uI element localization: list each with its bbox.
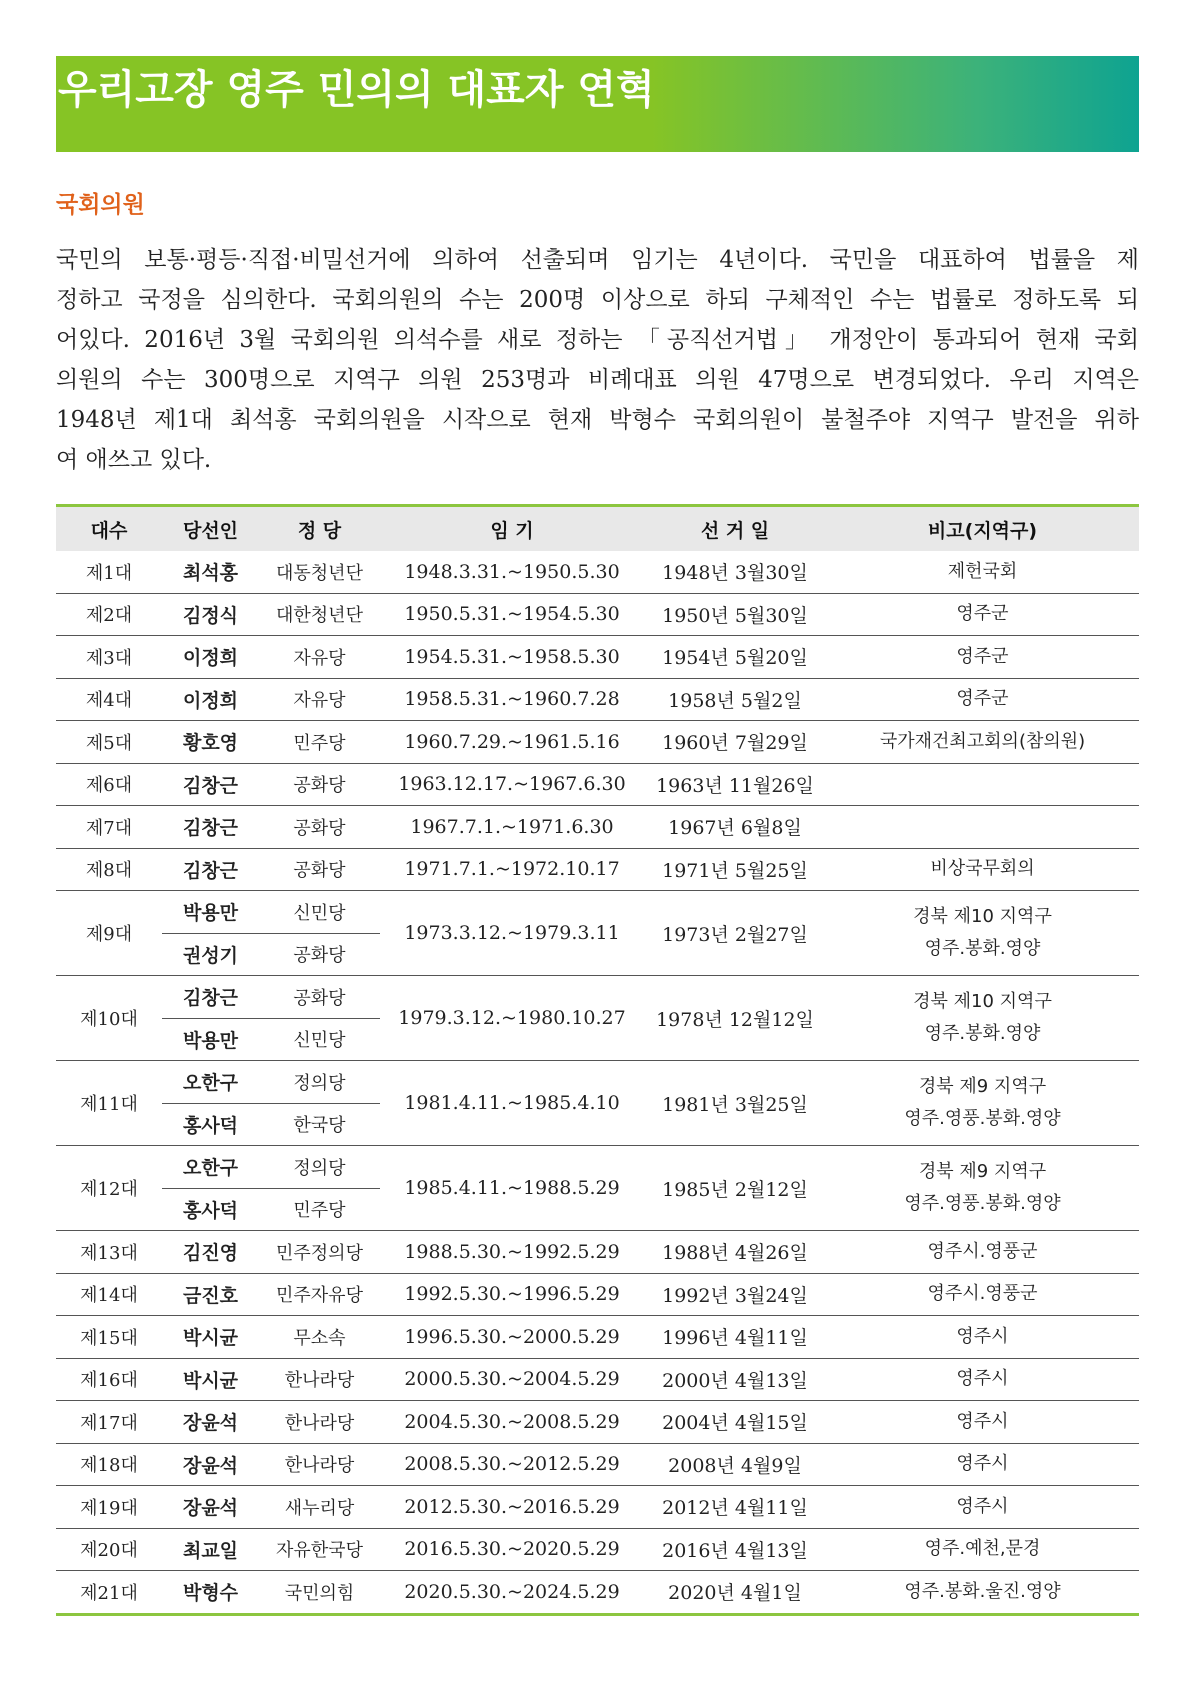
- period-cell: 1973.3.12.~1979.3.11: [380, 891, 644, 976]
- header-note: 비고(지역구): [826, 506, 1139, 552]
- title-banner: [56, 56, 1139, 152]
- period-cell: 2012.5.30.~2016.5.29: [380, 1486, 644, 1529]
- note-cell: [826, 1358, 1139, 1401]
- term-cell: 제19대: [56, 1486, 162, 1529]
- note-line: 비상국무회의: [930, 858, 1035, 880]
- note-line: 영주.봉화.영양: [924, 1023, 1041, 1044]
- table-header-row: [56, 506, 1139, 552]
- winner-cell: 오한구: [162, 1146, 259, 1189]
- note-cell: [826, 848, 1139, 891]
- note-line: 영주시.영풍군: [927, 1283, 1038, 1305]
- term-cell: 제16대: [56, 1358, 162, 1401]
- winner-cell: 최석홍: [162, 551, 259, 593]
- term-cell: 제21대: [56, 1571, 162, 1615]
- party-cell: 민주당: [259, 721, 380, 764]
- period-cell: 1996.5.30.~2000.5.29: [380, 1316, 644, 1359]
- header-period: 임 기: [380, 506, 644, 552]
- winner-cell: 최교일: [162, 1528, 259, 1571]
- term-cell: 제9대: [56, 891, 162, 976]
- election-date-cell: 1967년 6월8일: [644, 806, 826, 849]
- note-cell: [826, 551, 1139, 593]
- winner-cell: 김창근: [162, 763, 259, 806]
- table-body: [56, 551, 1139, 1614]
- note-line: 경북 제10 지역구: [913, 906, 1052, 927]
- table-row: [56, 1486, 1139, 1529]
- note-line: 영주시: [956, 1410, 1009, 1432]
- party-cell: 정의당: [259, 1146, 380, 1189]
- table-row: [56, 1231, 1139, 1274]
- table-row: [56, 721, 1139, 764]
- table-row: [56, 1061, 1139, 1104]
- party-cell: 자유한국당: [259, 1528, 380, 1571]
- table-row: [56, 636, 1139, 679]
- winner-cell: 김정식: [162, 593, 259, 636]
- election-date-cell: 1973년 2월27일: [644, 891, 826, 976]
- intro-line: 1948년 제1대 최석홍 국회의원을 시작으로 현재 박형수 국회의원이 불철주야 지역구 발전을 위하: [56, 407, 1139, 433]
- note-line: 영주.예천,문경: [924, 1538, 1041, 1560]
- period-cell: 2016.5.30.~2020.5.29: [380, 1528, 644, 1571]
- period-cell: 1971.7.1.~1972.10.17: [380, 848, 644, 891]
- party-cell: 공화당: [259, 806, 380, 849]
- period-cell: 1985.4.11.~1988.5.29: [380, 1146, 644, 1231]
- term-cell: 제15대: [56, 1316, 162, 1359]
- header-party: 정 당: [259, 506, 380, 552]
- party-cell: 정의당: [259, 1061, 380, 1104]
- winner-cell: 김진영: [162, 1231, 259, 1274]
- winner-cell: 김창근: [162, 976, 259, 1019]
- note-line: 경북 제10 지역구: [913, 991, 1052, 1012]
- election-date-cell: 1996년 4월11일: [644, 1316, 826, 1359]
- term-cell: 제14대: [56, 1273, 162, 1316]
- representatives-table: [56, 504, 1139, 1616]
- election-date-cell: 1985년 2월12일: [644, 1146, 826, 1231]
- party-cell: 한나라당: [259, 1443, 380, 1486]
- note-line: 영주.영풍.봉화.영양: [904, 1193, 1061, 1214]
- table-row: [56, 891, 1139, 934]
- note-cell: [826, 976, 1139, 1061]
- party-cell: 대한청년단: [259, 593, 380, 636]
- note-cell: [826, 636, 1139, 679]
- period-cell: 2008.5.30.~2012.5.29: [380, 1443, 644, 1486]
- header-term: 대수: [56, 506, 162, 552]
- note-line: 국가재건최고회의(참의원): [879, 730, 1086, 752]
- term-cell: 제6대: [56, 763, 162, 806]
- party-cell: 신민당: [259, 1018, 380, 1061]
- note-cell: [826, 1061, 1139, 1146]
- election-date-cell: 2004년 4월15일: [644, 1401, 826, 1444]
- election-date-cell: 2008년 4월9일: [644, 1443, 826, 1486]
- winner-cell: 박용만: [162, 1018, 259, 1061]
- note-line: 영주군: [956, 688, 1009, 710]
- note-line: 제헌국회: [947, 560, 1018, 582]
- period-cell: 1948.3.31.~1950.5.30: [380, 551, 644, 593]
- term-cell: 제11대: [56, 1061, 162, 1146]
- period-cell: 1963.12.17.~1967.6.30: [380, 763, 644, 806]
- period-cell: 1967.7.1.~1971.6.30: [380, 806, 644, 849]
- note-cell: [826, 1401, 1139, 1444]
- election-date-cell: 2020년 4월1일: [644, 1571, 826, 1615]
- note-cell: [826, 593, 1139, 636]
- party-cell: 한나라당: [259, 1401, 380, 1444]
- note-cell: [826, 678, 1139, 721]
- winner-cell: 장윤석: [162, 1443, 259, 1486]
- term-cell: 제8대: [56, 848, 162, 891]
- party-cell: 공화당: [259, 848, 380, 891]
- table-row: [56, 551, 1139, 593]
- table-row: [56, 1401, 1139, 1444]
- party-cell: 자유당: [259, 678, 380, 721]
- period-cell: 2020.5.30.~2024.5.29: [380, 1571, 644, 1615]
- header-winner: 당선인: [162, 506, 259, 552]
- note-line: 영주군: [956, 603, 1009, 625]
- note-line: 영주.영풍.봉화.영양: [904, 1108, 1061, 1129]
- note-cell: [826, 1528, 1139, 1571]
- table-row: [56, 1443, 1139, 1486]
- winner-cell: 이정희: [162, 636, 259, 679]
- intro-line: 어있다. 2016년 3월 국회의원 의석수를 새로 정하는 「공직선거법」 개정안이 통과되어 현재 국회: [56, 327, 1139, 353]
- winner-cell: 박시균: [162, 1316, 259, 1359]
- party-cell: 공화당: [259, 933, 380, 976]
- party-cell: 무소속: [259, 1316, 380, 1359]
- intro-line: 정하고 국정을 심의한다. 국회의원의 수는 200명 이상으로 하되 구체적인 수는 법률로 정하도록 되: [56, 287, 1139, 313]
- party-cell: 공화당: [259, 976, 380, 1019]
- table-row: [56, 976, 1139, 1019]
- note-line: 경북 제9 지역구: [918, 1076, 1047, 1097]
- winner-cell: 박형수: [162, 1571, 259, 1615]
- intro-paragraph: [56, 240, 1139, 480]
- election-date-cell: 1950년 5월30일: [644, 593, 826, 636]
- note-line: 영주군: [956, 645, 1009, 667]
- winner-cell: 장윤석: [162, 1401, 259, 1444]
- period-cell: 1950.5.31.~1954.5.30: [380, 593, 644, 636]
- party-cell: 신민당: [259, 891, 380, 934]
- term-cell: 제13대: [56, 1231, 162, 1274]
- winner-cell: 장윤석: [162, 1486, 259, 1529]
- winner-cell: 홍사덕: [162, 1103, 259, 1146]
- note-cell: [826, 1273, 1139, 1316]
- note-cell: [826, 763, 1139, 806]
- note-cell: [826, 806, 1139, 849]
- period-cell: 1954.5.31.~1958.5.30: [380, 636, 644, 679]
- period-cell: 1988.5.30.~1992.5.29: [380, 1231, 644, 1274]
- election-date-cell: 1963년 11월26일: [644, 763, 826, 806]
- note-cell: [826, 1486, 1139, 1529]
- note-cell: [826, 1443, 1139, 1486]
- election-date-cell: 2000년 4월13일: [644, 1358, 826, 1401]
- intro-line: 여 애쓰고 있다.: [56, 447, 212, 473]
- winner-cell: 황호영: [162, 721, 259, 764]
- note-cell: [826, 1316, 1139, 1359]
- election-date-cell: 1992년 3월24일: [644, 1273, 826, 1316]
- term-cell: 제5대: [56, 721, 162, 764]
- table-row: [56, 1146, 1139, 1189]
- note-cell: [826, 1231, 1139, 1274]
- term-cell: 제3대: [56, 636, 162, 679]
- election-date-cell: 2012년 4월11일: [644, 1486, 826, 1529]
- winner-cell: 김창근: [162, 806, 259, 849]
- term-cell: 제20대: [56, 1528, 162, 1571]
- note-cell: [826, 891, 1139, 976]
- note-line: 경북 제9 지역구: [918, 1161, 1047, 1182]
- party-cell: 한국당: [259, 1103, 380, 1146]
- note-line: 영주시: [956, 1453, 1009, 1475]
- header-election-date: 선 거 일: [644, 506, 826, 552]
- table-row: [56, 1358, 1139, 1401]
- election-date-cell: 1988년 4월26일: [644, 1231, 826, 1274]
- table-row: [56, 1528, 1139, 1571]
- note-line: 영주시: [956, 1325, 1009, 1347]
- period-cell: 2004.5.30.~2008.5.29: [380, 1401, 644, 1444]
- winner-cell: 박용만: [162, 891, 259, 934]
- table-row: [56, 593, 1139, 636]
- party-cell: 한나라당: [259, 1358, 380, 1401]
- party-cell: 자유당: [259, 636, 380, 679]
- election-date-cell: 1954년 5월20일: [644, 636, 826, 679]
- table-row: [56, 806, 1139, 849]
- election-date-cell: 1948년 3월30일: [644, 551, 826, 593]
- note-line: 영주시: [956, 1495, 1009, 1517]
- term-cell: 제10대: [56, 976, 162, 1061]
- period-cell: 1960.7.29.~1961.5.16: [380, 721, 644, 764]
- period-cell: 1979.3.12.~1980.10.27: [380, 976, 644, 1061]
- party-cell: 민주당: [259, 1188, 380, 1231]
- period-cell: 2000.5.30.~2004.5.29: [380, 1358, 644, 1401]
- section-title: 국회의원: [56, 192, 145, 218]
- election-date-cell: 1978년 12월12일: [644, 976, 826, 1061]
- election-date-cell: 1971년 5월25일: [644, 848, 826, 891]
- party-cell: 민주정의당: [259, 1231, 380, 1274]
- party-cell: 민주자유당: [259, 1273, 380, 1316]
- intro-line: 국민의 보통·평등·직접·비밀선거에 의하여 선출되며 임기는 4년이다. 국민을 대표하여 법률을 제: [56, 247, 1139, 273]
- party-cell: 대동청년단: [259, 551, 380, 593]
- winner-cell: 이정희: [162, 678, 259, 721]
- term-cell: 제12대: [56, 1146, 162, 1231]
- note-line: 영주.봉화.울진.영양: [904, 1580, 1061, 1602]
- note-line: 영주시: [956, 1368, 1009, 1390]
- election-date-cell: 2016년 4월13일: [644, 1528, 826, 1571]
- table-row: [56, 848, 1139, 891]
- table-row: [56, 678, 1139, 721]
- election-date-cell: 1981년 3월25일: [644, 1061, 826, 1146]
- term-cell: 제1대: [56, 551, 162, 593]
- winner-cell: 오한구: [162, 1061, 259, 1104]
- table-row: [56, 1571, 1139, 1615]
- term-cell: 제17대: [56, 1401, 162, 1444]
- period-cell: 1958.5.31.~1960.7.28: [380, 678, 644, 721]
- table-row: [56, 763, 1139, 806]
- winner-cell: 권성기: [162, 933, 259, 976]
- period-cell: 1981.4.11.~1985.4.10: [380, 1061, 644, 1146]
- table-row: [56, 1273, 1139, 1316]
- note-cell: [826, 1146, 1139, 1231]
- note-cell: [826, 721, 1139, 764]
- term-cell: 제4대: [56, 678, 162, 721]
- winner-cell: 금진호: [162, 1273, 259, 1316]
- party-cell: 새누리당: [259, 1486, 380, 1529]
- winner-cell: 김창근: [162, 848, 259, 891]
- period-cell: 1992.5.30.~1996.5.29: [380, 1273, 644, 1316]
- election-date-cell: 1960년 7월29일: [644, 721, 826, 764]
- winner-cell: 박시균: [162, 1358, 259, 1401]
- page-title: 우리고장 영주 민의의 대표자 연혁: [58, 67, 655, 113]
- party-cell: 공화당: [259, 763, 380, 806]
- table-row: [56, 1316, 1139, 1359]
- note-cell: [826, 1571, 1139, 1615]
- term-cell: 제7대: [56, 806, 162, 849]
- winner-cell: 홍사덕: [162, 1188, 259, 1231]
- term-cell: 제18대: [56, 1443, 162, 1486]
- party-cell: 국민의힘: [259, 1571, 380, 1615]
- note-line: 영주.봉화.영양: [924, 938, 1041, 959]
- note-line: 영주시.영풍군: [927, 1240, 1038, 1262]
- election-date-cell: 1958년 5월2일: [644, 678, 826, 721]
- intro-line: 의원의 수는 300명으로 지역구 의원 253명과 비례대표 의원 47명으로 변경되었다. 우리 지역은: [56, 367, 1139, 393]
- term-cell: 제2대: [56, 593, 162, 636]
